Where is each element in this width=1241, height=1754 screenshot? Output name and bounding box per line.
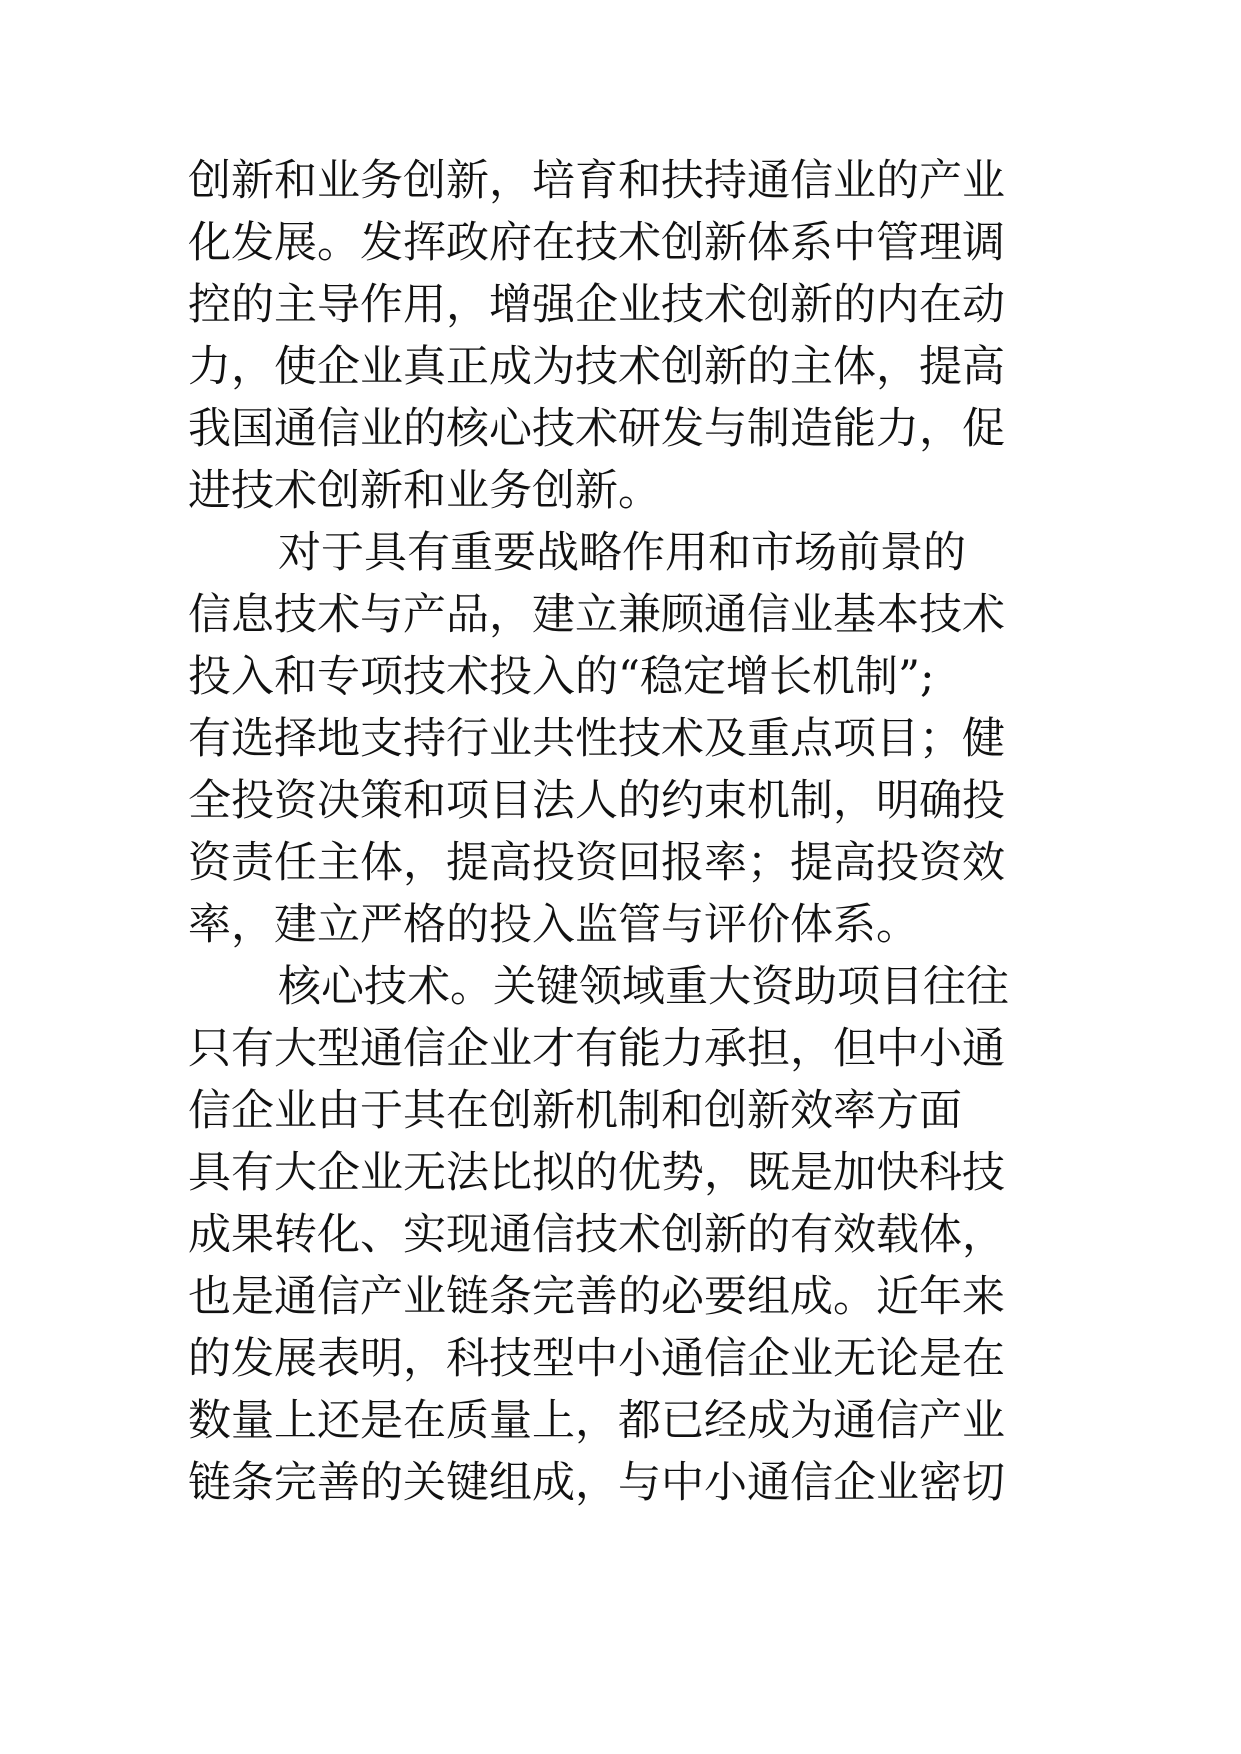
- text-line: 我国通信业的核心技术研发与制造能力，促: [188, 404, 1005, 454]
- paragraph-2: [188, 522, 1088, 956]
- text-line: 控的主导作用，增强企业技术创新的内在动: [188, 280, 1005, 330]
- text-line: 信企业由于其在创新机制和创新效率方面: [188, 1086, 962, 1136]
- text-line: 也是通信产业链条完善的必要组成。近年来: [188, 1272, 1005, 1322]
- text-line: 只有大型通信企业才有能力承担，但中小通: [188, 1024, 1005, 1074]
- text-line: 资责任主体，提高投资回报率；提高投资效: [188, 838, 1005, 888]
- text-line: 数量上还是在质量上，都已经成为通信产业: [188, 1396, 1005, 1446]
- body-text: [188, 150, 1088, 1514]
- text-line: 成果转化、实现通信技术创新的有效载体，: [188, 1210, 1005, 1260]
- text-line: 具有大企业无法比拟的优势，既是加快科技: [188, 1148, 1005, 1198]
- text-line: 化发展。发挥政府在技术创新体系中管理调: [188, 218, 1005, 268]
- text-line: 率，建立严格的投入监管与评价体系。: [188, 900, 919, 950]
- text-line: 有选择地支持行业共性技术及重点项目；健: [188, 714, 1005, 764]
- text-line: 创新和业务创新，培育和扶持通信业的产业: [188, 156, 1005, 206]
- paragraph-1: [188, 150, 1088, 522]
- text-line: 全投资决策和项目法人的约束机制，明确投: [188, 776, 1005, 826]
- text-line: 信息技术与产品，建立兼顾通信业基本技术: [188, 590, 1005, 640]
- text-line: 投入和专项技术投入的“稳定增长机制”;: [188, 652, 935, 702]
- text-line: 对于具有重要战略作用和市场前景的: [278, 528, 966, 578]
- text-line: 链条完善的关键组成，与中小通信企业密切: [188, 1458, 1005, 1508]
- paragraph-3: [188, 956, 1088, 1514]
- text-line: 的发展表明，科技型中小通信企业无论是在: [188, 1334, 1005, 1384]
- text-line: 进技术创新和业务创新。: [188, 466, 661, 516]
- text-line: 核心技术。关键领域重大资助项目往往: [278, 962, 1009, 1012]
- text-line: 力，使企业真正成为技术创新的主体，提高: [188, 342, 1005, 392]
